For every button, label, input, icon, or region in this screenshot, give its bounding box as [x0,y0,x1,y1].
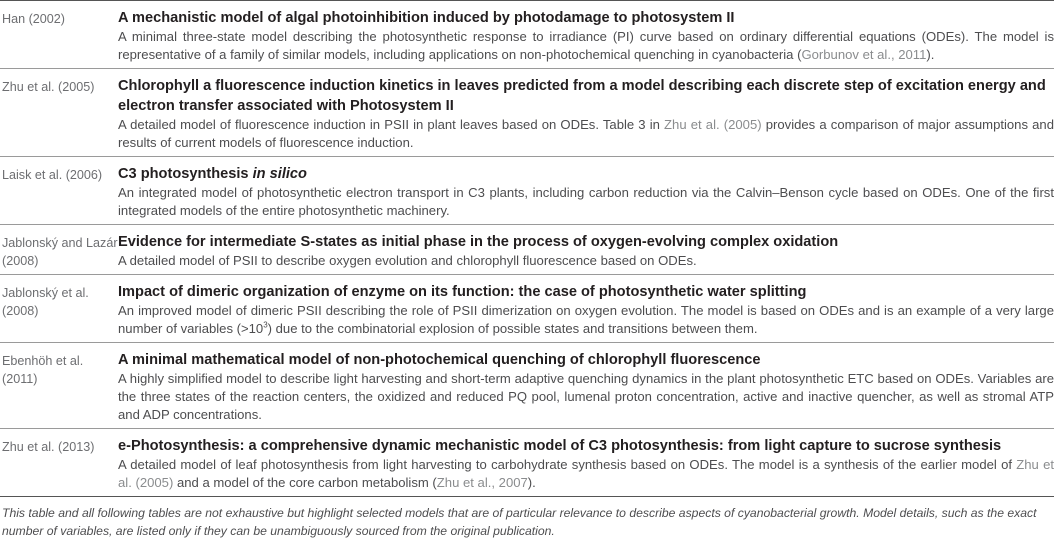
table-footnote: This table and all following tables are not exhaustive but highlight selected models that are of particular relevance to describe aspects of cyanobacterial growth. Model details, such as the exact number of variables, are listed only if they can be unambiguously sourced from the original publication. [2,506,1037,538]
citation-link[interactable]: Zhu et al. (2005) [118,457,1054,490]
author-cell: Zhu et al. (2005) [0,69,118,157]
model-description: An improved model of dimeric PSII describing the role of PSII dimerization on oxygen evolution. The model is based on ODEs and is an example of a very large number of variables $(>10^3)$ due to the combinatorial explosion of possible states and transitions between them. [118,303,1054,336]
author-cell: Han (2002) [0,1,118,69]
description-cell [118,225,1054,275]
exponent: 3 [263,320,268,330]
table-row [0,69,1054,157]
table-row [0,1,1054,69]
description-cell [118,157,1054,225]
author-cell: Jablonský and Lazár (2008) [0,225,118,275]
description-cell [118,275,1054,343]
model-description: A minimal three-state model describing the photosynthetic response to irradiance (PI) curve based on ordinary differential equations (ODEs). The model is representative of a family of similar models, including applications on non-photochemical quenching in cyanobacteria (Gorbunov et al., 2011). [118,29,1054,62]
author-cell: Laisk et al. (2006) [0,157,118,225]
description-cell [118,429,1054,497]
model-description: A detailed model of fluorescence induction in PSII in plant leaves based on ODEs. Table 3 in Zhu et al. (2005) provides a comparison of major assumptions and results of current models of fluorescence induction. [118,117,1054,150]
model-description: A detailed model of PSII to describe oxygen evolution and chlorophyll fluorescence based on ODEs. [118,253,697,268]
table-row [0,429,1054,497]
model-description: An integrated model of photosynthetic electron transport in C3 plants, including carbon reduction via the Calvin–Benson cycle based on ODEs. One of the first integrated models of the entire photosynthetic machinery. [118,185,1054,218]
table-row [0,225,1054,275]
description-cell [118,343,1054,429]
description-cell [118,1,1054,69]
model-title: A mechanistic model of algal photoinhibition induced by photodamage to photosystem II [118,10,735,26]
title-italic: in silico [252,166,307,182]
model-title: Chlorophyll a fluorescence induction kinetics in leaves predicted from a model describing each discrete step of excitation energy and electron transfer associated with Photosystem II [118,78,1046,114]
citation-link[interactable]: Zhu et al. (2005) [664,117,762,132]
table-row [0,275,1054,343]
model-description: A detailed model of leaf photosynthesis from light harvesting to carbohydrate synthesis based on ODEs. The model is a synthesis of the earlier model of Zhu et al. (2005) and a model of the core carbon metabolism (Zhu et al., 2007). [118,457,1054,490]
author-cell: Ebenhöh et al. (2011) [0,343,118,429]
model-title: Evidence for intermediate S-states as initial phase in the process of oxygen-evolving complex oxidation [118,234,839,250]
citation-link[interactable]: Gorbunov et al., 2011 [801,47,927,62]
model-title: e-Photosynthesis: a comprehensive dynamic mechanistic model of C3 photosynthesis: from light capture to sucrose synthesis [118,438,1002,454]
model-description: A highly simplified model to describe light harvesting and short-term adaptive quenching dynamics in the plant photosynthetic ETC based on ODEs. Variables are the three states of the reaction centers, the oxidized and reduced PQ pool, lumenal proton concentration, active and inactive quencher, as well as stromal ATP and ADP concentrations. [118,371,1054,422]
model-title: C3 photosynthesis in silico [118,166,307,182]
description-cell [118,69,1054,157]
author-cell: Zhu et al. (2013) [0,429,118,497]
author-cell: Jablonský et al. (2008) [0,275,118,343]
table-row [0,157,1054,225]
model-title: A minimal mathematical model of non-photochemical quenching of chlorophyll fluorescence [118,352,761,368]
citation-link[interactable]: Zhu et al., 2007 [436,475,528,490]
model-title: Impact of dimeric organization of enzyme on its function: the case of photosynthetic water splitting [118,284,807,300]
table-row [0,343,1054,429]
